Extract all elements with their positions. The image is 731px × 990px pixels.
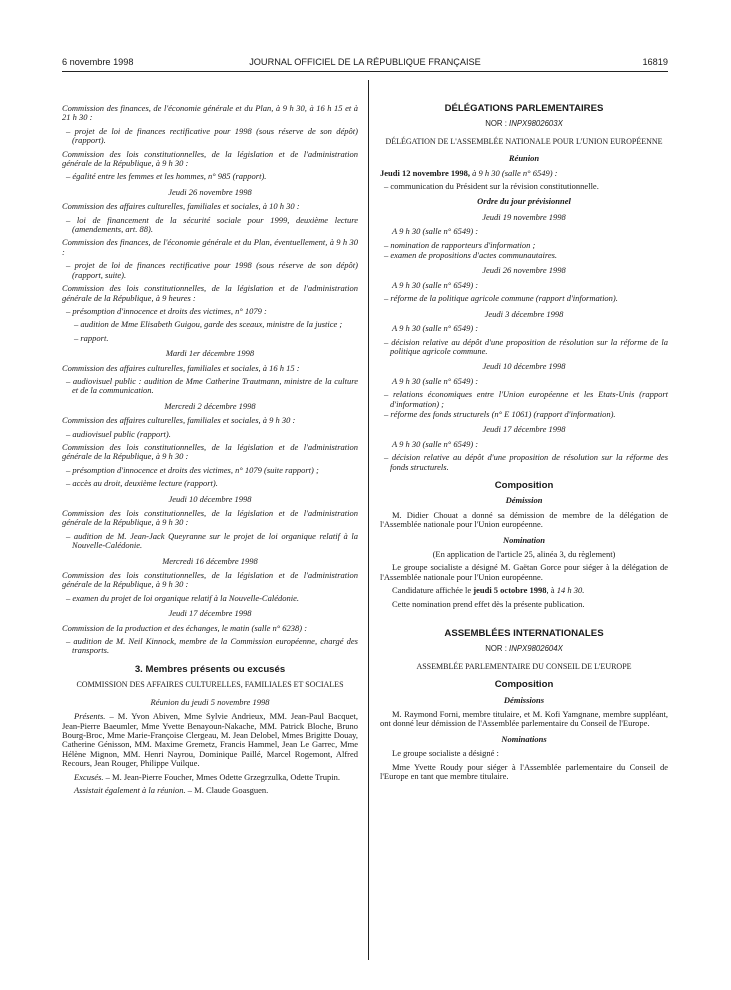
composition-heading: Composition — [494, 479, 554, 491]
section-heading: 3. Membres présents ou excusés — [134, 663, 286, 675]
effect-line: Cette nomination prend effet dès la présente publication. — [392, 598, 585, 609]
agenda-subitem: – audiovisuel public : audition de Mme Catherine Trautmann, ministre de la culture et de la communication. — [66, 375, 358, 396]
agenda-subitem: – audiovisuel public (rapport). — [66, 428, 171, 439]
section-heading: DÉLÉGATIONS PARLEMENTAIRES — [444, 103, 604, 114]
agenda-subitem: – examen de propositions d'actes communautaires. — [384, 250, 558, 261]
date-heading: Jeudi 26 novembre 1998 — [168, 186, 252, 197]
date-heading: Jeudi 10 décembre 1998 — [168, 493, 252, 504]
commission-title: COMMISSION DES AFFAIRES CULTURELLES, FAMILIALES ET SOCIALES — [76, 680, 344, 690]
header-journal-title: JOURNAL OFFICIEL DE LA RÉPUBLIQUE FRANÇAISE — [249, 57, 481, 67]
attendance-excused: Excusés. – M. Jean-Pierre Foucher, Mmes Odette Grzegrzulka, Odette Trupin. — [74, 771, 340, 782]
header-rule — [62, 71, 668, 72]
agenda-item: Commission des finances, de l'économie générale et du Plan, éventuellement, à 9 h 30 : — [62, 237, 358, 257]
assembly-title: ASSEMBLÉE PARLEMENTAIRE DU CONSEIL DE L'EUROPE — [416, 661, 632, 671]
agenda-time: A 9 h 30 (salle n° 6549) : — [392, 438, 479, 449]
agenda-subitem: – audition de Mme Elisabeth Guigou, garde des sceaux, ministre de la justice ; — [74, 319, 343, 330]
agenda-item: Commission des lois constitutionnelles, de la législation et de l'administration générale de la République, à 9 h 30 : — [62, 441, 358, 462]
date-heading: Mardi 1er décembre 1998 — [165, 348, 255, 359]
agenda-item: Commission des affaires culturelles, familiales et sociales, à 16 h 15 : — [62, 362, 300, 373]
attendance-present: Présents. – M. Yvon Abiven, Mme Sylvie Andrieux, MM. Jean-Paul Bacquet, Jean-Pierre Baeumler, Mme Yvette Benayoun-Nakache, MM. Patrick Bloche, Bruno Bourg-Broc, Mme Marie-Françoise Clergeau, M. Jean Delobel, Mmes Brigitte Douay, Catherine Génisson, MM. Maxime Gremetz, Francis Hammel, Jean Le Garrec, Mme Hélène Mignon, MM. Henri Nayrou, Dominique Paillé, Marcel Rogemont, Alfred Recours, Jean Rouger, Philippe Vuilque. — [62, 711, 358, 769]
subheading-agenda: Ordre du jour prévisionnel — [477, 196, 571, 207]
subheading-nomination: Nomination — [502, 534, 546, 545]
agenda-subitem: – examen du projet de loi organique relatif à la Nouvelle-Calédonie. — [66, 592, 299, 603]
agenda-item: Commission des affaires culturelles, familiales et sociales, à 10 h 30 : — [62, 201, 300, 212]
agenda-subitem: – décision relative au dépôt d'une proposition de résolution sur la réforme de la politique agricole commune. — [384, 336, 668, 356]
agenda-time: A 9 h 30 (salle n° 6549) : — [392, 323, 479, 334]
agenda-subitem: – loi de financement de la sécurité sociale pour 1999, deuxième lecture (amendements, art. 88). — [66, 214, 358, 235]
agenda-time: A 9 h 30 (salle n° 6549) : — [392, 226, 479, 237]
nominations-intro: Le groupe socialiste a désigné : — [392, 748, 499, 759]
demissions-text: M. Raymond Forni, membre titulaire, et M. Kofi Yamgnane, membre suppléant, ont donné leur démission de l'Assemblée parlementaire du Conseil de l'Europe. — [380, 709, 668, 729]
agenda-subitem: – relations économiques entre l'Union européenne et les Etats-Unis (rapport d'information) ; — [384, 389, 668, 409]
agenda-subitem: – présomption d'innocence et droits des victimes, n° 1079 (suite rapport) ; — [66, 464, 319, 475]
nominations-text: Mme Yvette Roudy pour siéger à l'Assemblée parlementaire du Conseil de l'Europe en tant que membre titulaire. — [380, 761, 668, 782]
date-heading: Jeudi 3 décembre 1998 — [484, 308, 564, 319]
agenda-subitem: – communication du Président sur la révision constitutionnelle. — [384, 181, 599, 192]
nomination-basis: (En application de l'article 25, alinéa 3, du règlement) — [432, 549, 616, 559]
date-heading: Jeudi 26 novembre 1998 — [482, 265, 566, 276]
agenda-subitem: – audition de M. Neil Kinnock, membre de la Commission européenne, chargé des transports. — [66, 636, 358, 656]
agenda-subitem: – présomption d'innocence et droits des victimes, n° 1079 : — [66, 305, 267, 316]
agenda-item: Commission des affaires culturelles, familiales et sociales, à 9 h 30 : — [62, 415, 296, 426]
agenda-subitem: – nomination de rapporteurs d'information ; — [384, 239, 536, 250]
agenda-subitem: – rapport. — [74, 332, 109, 343]
agenda-item: Commission de la production et des échanges, le matin (salle n° 6238) : — [62, 622, 308, 633]
meeting-line: Jeudi 12 novembre 1998, à 9 h 30 (salle n° 6549) : — [380, 167, 558, 178]
subheading-demission: Démission — [505, 495, 543, 506]
header-page-number: 16819 — [642, 57, 668, 67]
date-heading: Jeudi 17 décembre 1998 — [168, 608, 252, 619]
agenda-subitem: – égalité entre les femmes et les hommes, n° 985 (rapport). — [66, 171, 267, 182]
nor-reference: NOR : INPX9802604X — [485, 644, 563, 654]
right-column — [380, 104, 668, 786]
agenda-item: Commission des finances, de l'économie générale et du Plan, à 9 h 30, à 16 h 15 et à 21 h 30 : — [62, 103, 358, 123]
agenda-time: A 9 h 30 (salle n° 6549) : — [392, 279, 479, 290]
subheading-reunion: Réunion — [508, 153, 540, 164]
section-heading: ASSEMBLÉES INTERNATIONALES — [444, 628, 604, 640]
attendance-also: Assistait également à la réunion. – M. Claude Goasguen. — [74, 784, 269, 795]
header-date: 6 novembre 1998 — [62, 57, 134, 67]
subheading-nominations: Nominations — [501, 733, 547, 744]
subheading-demissions: Démissions — [503, 694, 545, 705]
agenda-item: Commission des lois constitutionnelles, de la législation et de l'administration générale de la République, à 9 h 30 : — [62, 570, 358, 590]
agenda-time: A 9 h 30 (salle n° 6549) : — [392, 375, 479, 386]
agenda-item: Commission des lois constitutionnelles, de la législation et de l'administration générale de la République, à 9 h 30 : — [62, 148, 358, 169]
composition-heading: Composition — [494, 679, 554, 691]
date-heading: Mercredi 16 décembre 1998 — [162, 555, 258, 566]
agenda-subitem: – accès au droit, deuxième lecture (rapport). — [66, 478, 218, 489]
agenda-subitem: – réforme de la politique agricole commune (rapport d'information). — [384, 293, 618, 304]
candidature-line: Candidature affichée le jeudi 5 octobre 1998, à 14 h 30. — [392, 585, 585, 596]
agenda-item: Commission des lois constitutionnelles, de la législation et de l'administration générale de la République, à 9 heures : — [62, 283, 358, 303]
agenda-subitem: – projet de loi de finances rectificative pour 1998 (sous réserve de son dépôt) (rapport, suite). — [66, 260, 358, 280]
date-heading: Jeudi 10 décembre 1998 — [482, 361, 566, 372]
demission-text: M. Didier Chouat a donné sa démission de membre de la délégation de l'Assemblée nationale pour l'Union européenne. — [380, 509, 668, 530]
left-column — [62, 104, 358, 799]
nor-reference: NOR : INPX9802603X — [485, 119, 563, 129]
meeting-date: Réunion du jeudi 5 novembre 1998 — [150, 696, 270, 707]
agenda-subitem: – décision relative au dépôt d'une proposition de résolution sur la réforme des fonds structurels. — [384, 452, 668, 472]
date-heading: Jeudi 17 décembre 1998 — [482, 424, 566, 435]
date-heading: Jeudi 19 novembre 1998 — [482, 211, 566, 222]
agenda-subitem: – audition de M. Jean-Jack Queyranne sur le projet de loi organique relatif à la Nouvelle-Calédonie. — [66, 530, 358, 551]
agenda-subitem: – réforme des fonds structurels (n° E 1061) (rapport d'information). — [384, 408, 616, 419]
page-header — [62, 57, 668, 71]
column-divider — [368, 80, 369, 960]
agenda-subitem: – projet de loi de finances rectificative pour 1998 (sous réserve de son dépôt) (rapport). — [66, 125, 358, 146]
nomination-text: Le groupe socialiste a désigné M. Gaëtan Gorce pour siéger à la délégation de l'Assemblée nationale pour l'Union européenne. — [380, 562, 668, 582]
agenda-item: Commission des lois constitutionnelles, de la législation et de l'administration générale de la République, à 9 h 30 : — [62, 508, 358, 528]
delegation-title: DÉLÉGATION DE L'ASSEMBLÉE NATIONALE POUR L'UNION EUROPÉENNE — [385, 136, 663, 146]
date-heading: Mercredi 2 décembre 1998 — [164, 400, 256, 411]
